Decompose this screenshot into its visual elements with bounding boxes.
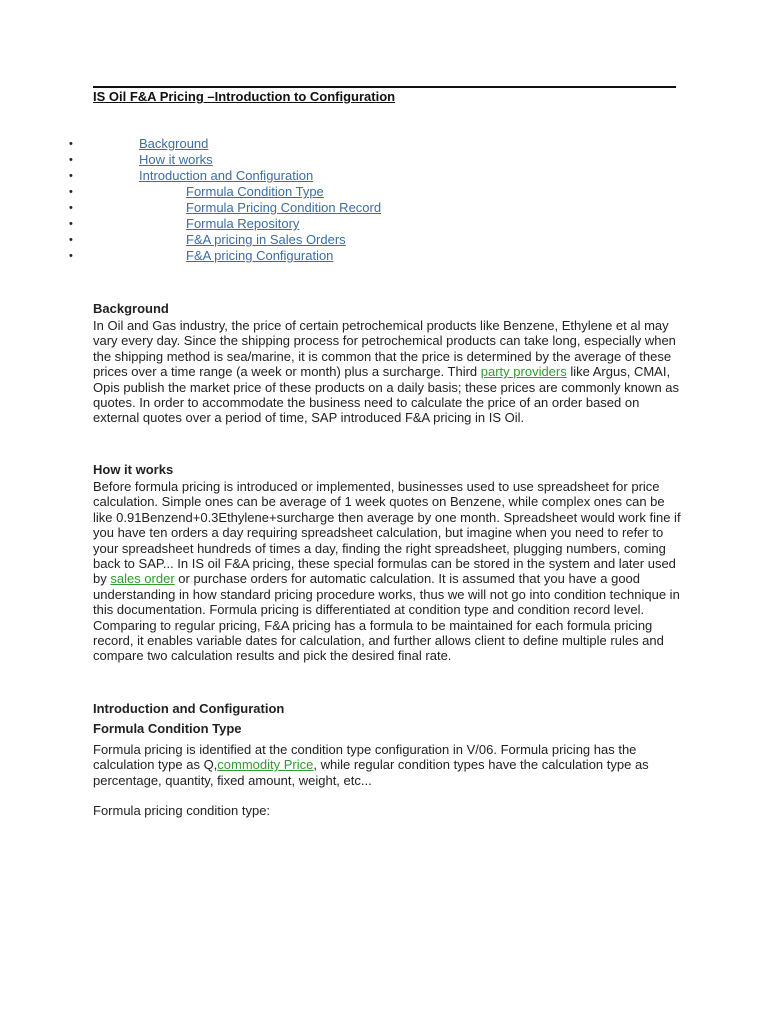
figure-caption: Formula pricing condition type: [93,803,271,819]
bullet-icon: • [69,202,73,214]
section-paragraph [93,318,683,426]
toc-link-background[interactable]: Background [139,136,209,151]
toc-item-fa-pricing-in-sales-orders [0,232,768,248]
toc-link-introduction-and-configuration[interactable]: Introduction and Configuration [139,168,314,183]
bullet-icon: • [69,154,73,166]
toc-item-introduction-and-configuration [0,168,768,184]
section-introduction-and-configuration [93,700,683,819]
toc-link-formula-pricing-condition-record[interactable]: Formula Pricing Condition Record [186,200,382,215]
document-title: IS Oil F&A Pricing –Introduction to Configuration [93,89,396,104]
toc-item-background [0,136,768,152]
section-heading: Background [93,301,169,316]
header-rule [93,86,676,88]
bullet-icon: • [69,138,73,150]
bullet-icon: • [69,170,73,182]
bullet-icon: • [69,234,73,246]
section-how-it-works [93,461,683,664]
section-background [93,300,683,426]
section-heading: Introduction and Configuration [93,701,285,716]
paragraph-text: In Oil and Gas industry, the price of certain petrochemical products like Benzene, Ethylene et al may vary every day. Since the shipping process for petrochemical products can take long, especially when the shipping method is sea/marine, it is common that the price is determined by the average of these prices over a time range (a week or month) plus a surcharge. Third [93,318,676,380]
section-paragraph [93,479,683,664]
toc-item-formula-repository [0,216,768,232]
party-providers-link[interactable]: party providers [480,364,567,380]
paragraph-text: or purchase orders for automatic calculation. It is assumed that you have a good understanding in how standard pricing procedure works, thus we will not go into condition technique in this documentation. Formula pricing is differentiated at condition type and condition record level. Comparing to regular pricing, F&A pricing has a formula to be maintained for each formula pricing record, it enables variable dates for calculation, and further allows client to define multiple rules and compare two calculation results and pick the desired final rate. [93,571,680,664]
toc-link-how-it-works[interactable]: How it works [139,152,213,167]
commodity-price-link[interactable]: commodity Price [217,757,314,773]
bullet-icon: • [69,186,73,198]
paragraph-text: like Argus, CMAI, Opis publish the market price of these products on a daily basis; these prices are commonly known as quotes. In order to accommodate the business need to calculate the price of an order based on external quotes over a period of time, SAP introduced F&A pricing in IS Oil. [93,364,680,426]
toc-item-formula-condition-type [0,184,768,200]
paragraph-text: , while regular condition types have the calculation type as percentage, quantity, fixed amount, weight, etc... [93,757,649,788]
paragraph-text: Before formula pricing is introduced or implemented, businesses used to use spreadsheet for price calculation. Simple ones can be average of 1 week quotes on Benzene, while complex ones can be like 0.91Benzend+0.3Ethylene+surcharge then average by one month. Spreadsheet would work fine if you have ten orders a day requiring spreadsheet calculation, but imagine when you need to refer to your spreadsheet hundreds of times a day, finding the right spreadsheet, plugging numbers, coming back to SAP... In IS oil F&A pricing, these special formulas can be stored in the system and later used by [93,479,681,587]
toc-item-how-it-works [0,152,768,168]
sales-order-link[interactable]: sales order [110,571,175,587]
table-of-contents [0,136,768,264]
toc-link-fa-pricing-configuration[interactable]: F&A pricing Configuration [186,248,334,263]
section-heading: How it works [93,462,174,477]
toc-link-formula-repository[interactable]: Formula Repository [186,216,300,231]
paragraph-text: Formula pricing is identified at the condition type configuration in V/06. Formula pricing has the calculation type as Q, [93,742,637,773]
bullet-icon: • [69,250,73,262]
bullet-icon: • [69,218,73,230]
toc-item-formula-pricing-condition-record [0,200,768,216]
section-paragraph [93,742,683,788]
toc-link-formula-condition-type[interactable]: Formula Condition Type [186,184,324,199]
section-subheading: Formula Condition Type [93,721,242,736]
toc-link-fa-pricing-in-sales-orders[interactable]: F&A pricing in Sales Orders [186,232,346,247]
toc-item-fa-pricing-configuration [0,248,768,264]
